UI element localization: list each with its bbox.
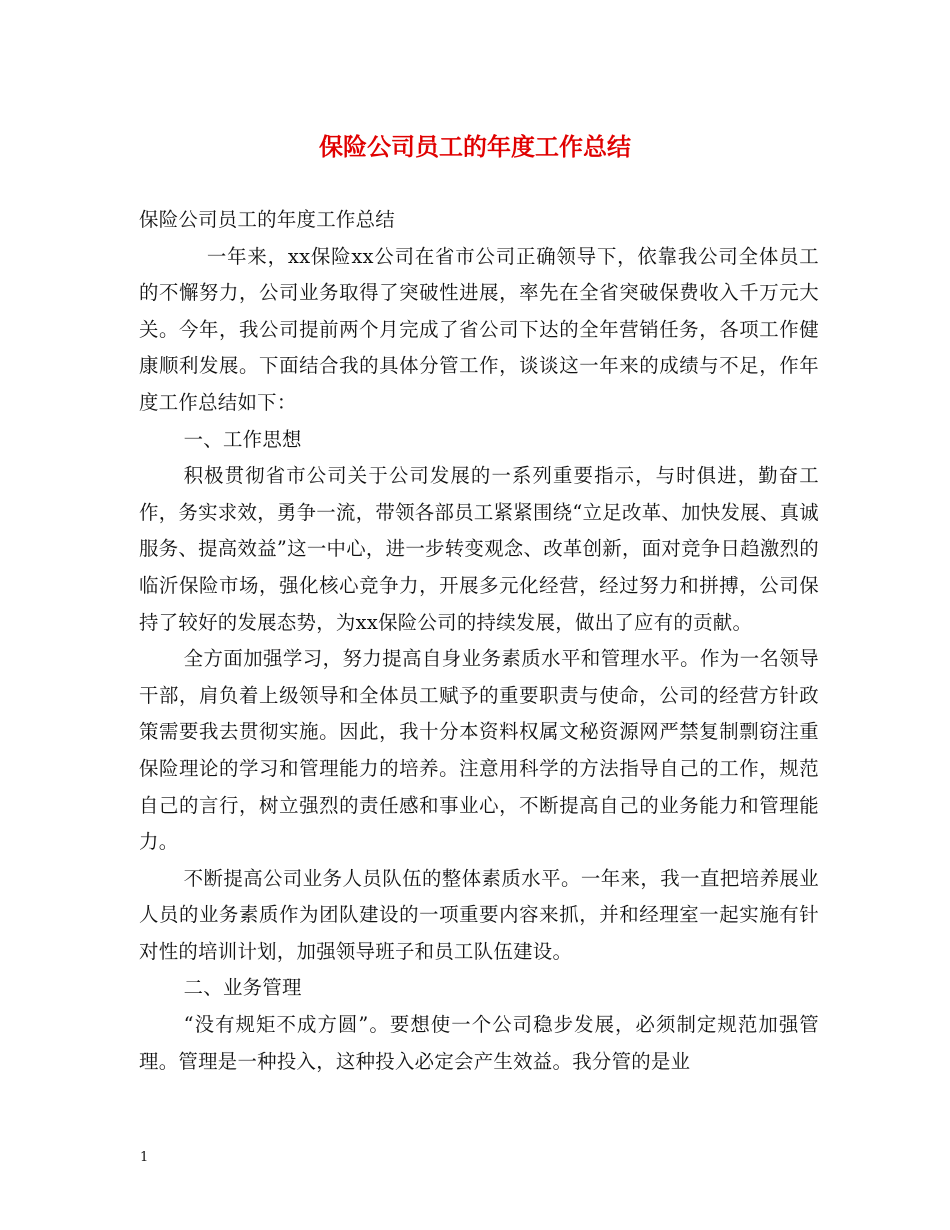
body-paragraph: “没有规矩不成方圆”。要想使一个公司稳步发展，必须制定规范加强管理。管理是一种投入，这种投入必定会产生效益。我分管的是业 <box>139 1013 819 1073</box>
document-title: 保险公司员工的年度工作总结 <box>319 132 631 161</box>
intro-paragraph: 一年来，xx保险xx公司在省市公司正确领导下，依靠我公司全体员工的不懈努力，公司业务取得了突破性进展，率先在全省突破保费收入千万元大关。今年，我公司提前两个月完成了省公司下达的全年营销任务，各项工作健康顺利发展。下面结合我的具体分管工作，谈谈这一年来的成绩与不足，作年度工作总结如下： <box>139 244 819 414</box>
section-heading-1: 一、工作思想 <box>183 427 302 451</box>
body-paragraph: 全方面加强学习，努力提高自身业务素质水平和管理水平。作为一名领导干部，肩负着上级领导和全体员工赋予的重要职责与使命，公司的经营方针政策需要我去贯彻实施。因此，我十分本资料权属文秘资源网严禁复制剽窃注重保险理论的学习和管理能力的培养。注意用科学的方法指导自己的工作，规范自己的言行，树立强烈的责任感和事业心，不断提高自己的业务能力和管理能力。 <box>139 647 819 854</box>
body-paragraph: 不断提高公司业务人员队伍的整体素质水平。一年来，我一直把培养展业人员的业务素质作为团队建设的一项重要内容来抓，并和经理室一起实施有针对性的培训计划，加强领导班子和员工队伍建设。 <box>139 866 819 963</box>
document-body <box>139 202 819 1080</box>
body-paragraph: 积极贯彻省市公司关于公司发展的一系列重要指示，与时俱进，勤奋工作，务实求效，勇争一流，带领各部员工紧紧围绕“立足改革、加快发展、真诚服务、提高效益”这一中心，进一步转变观念、改革创新，面对竞争日趋激烈的临沂保险市场，强化核心竞争力，开展多元化经营，经过努力和拼搏，公司保持了较好的发展态势，为xx保险公司的持续发展，做出了应有的贡献。 <box>139 464 819 634</box>
subtitle-paragraph: 保险公司员工的年度工作总结 <box>139 208 395 231</box>
section-heading-2: 二、业务管理 <box>183 976 302 1000</box>
page-number: 1 <box>140 1150 149 1165</box>
